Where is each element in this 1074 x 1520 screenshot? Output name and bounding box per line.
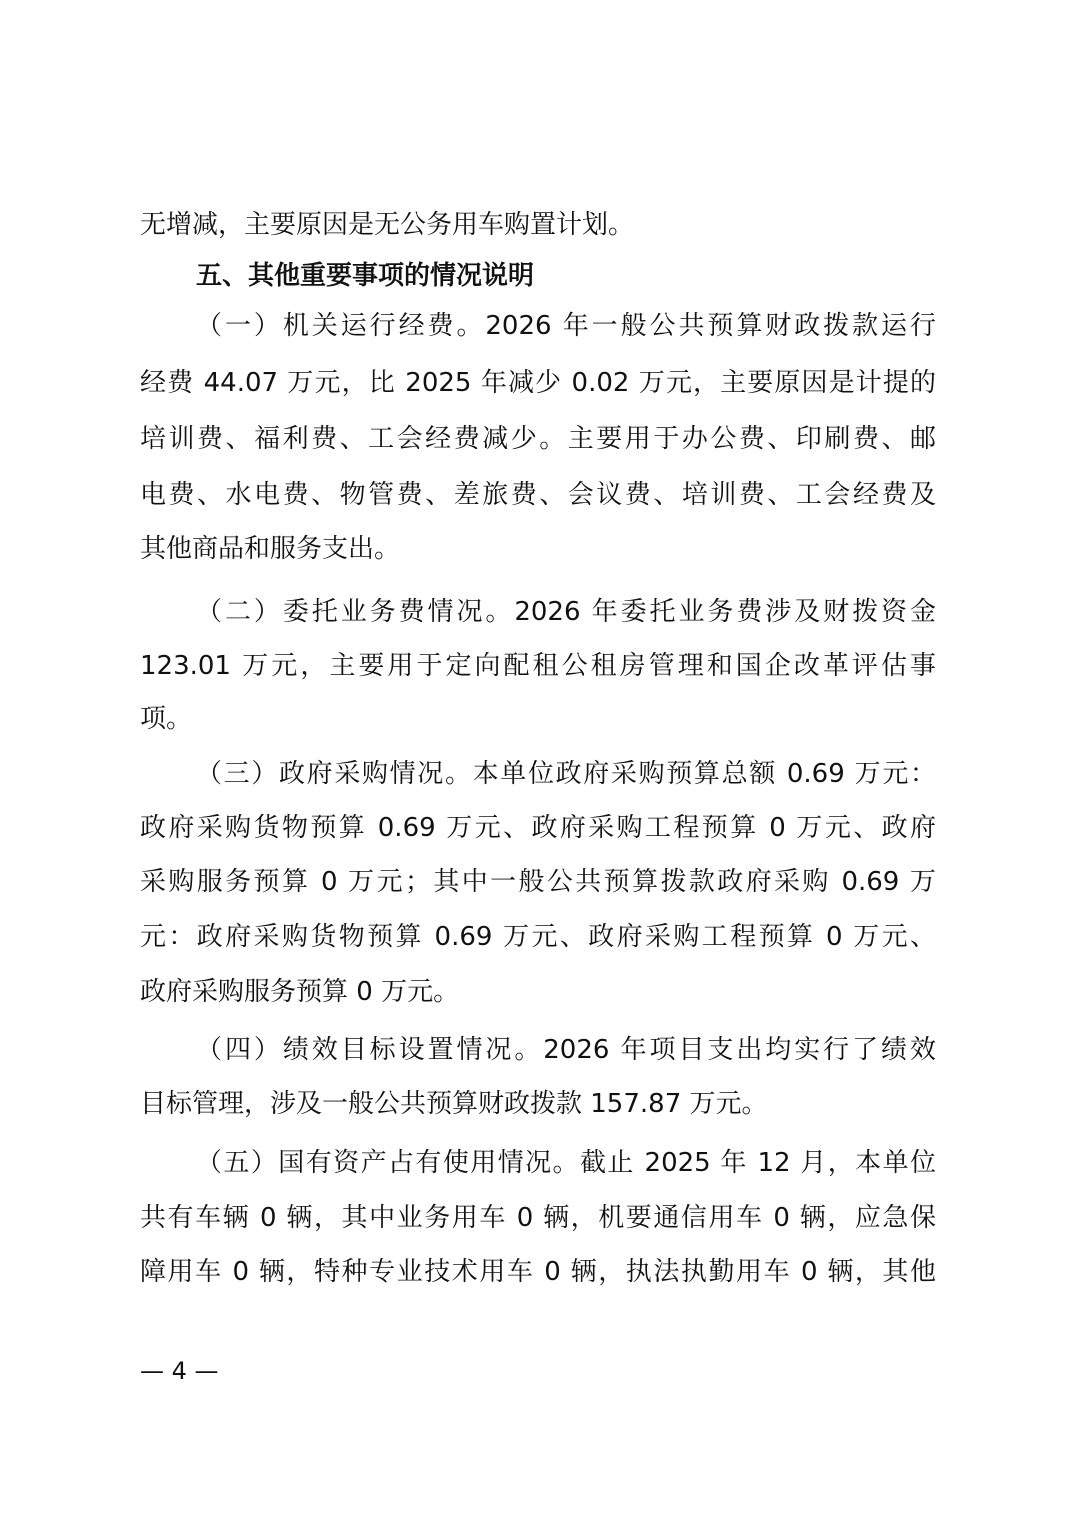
paragraph-5-line: （五）国有资产占有使用情况。截止 2025 年 12 月，本单位 xyxy=(196,1148,936,1178)
paragraph-1-line: 经费 44.07 万元，比 2025 年减少 0.02 万元，主要原因是计提的 xyxy=(140,368,936,398)
paragraph-3-line: （三）政府采购情况。本单位政府采购预算总额 0.69 万元： xyxy=(196,759,936,789)
paragraph-5-line: 共有车辆 0 辆，其中业务用车 0 辆，机要通信用车 0 辆，应急保 xyxy=(140,1203,936,1233)
paragraph-4-line: 目标管理，涉及一般公共预算财政拨款 157.87 万元。 xyxy=(140,1089,768,1119)
paragraph-2-line: 项。 xyxy=(140,704,193,734)
paragraph-2-line: 123.01 万元，主要用于定向配租公租房管理和国企改革评估事 xyxy=(140,651,936,681)
body-text-line: 无增减，主要原因是无公务用车购置计划。 xyxy=(140,210,635,240)
paragraph-4-line: （四）绩效目标设置情况。2026 年项目支出均实行了绩效 xyxy=(196,1035,936,1065)
paragraph-3-line: 政府采购货物预算 0.69 万元、政府采购工程预算 0 万元、政府 xyxy=(140,813,936,843)
paragraph-1-line: 其他商品和服务支出。 xyxy=(140,534,401,564)
page-number: — 4 — xyxy=(140,1357,219,1385)
paragraph-3-line: 政府采购服务预算 0 万元。 xyxy=(140,977,460,1007)
paragraph-1-line: 培训费、福利费、工会经费减少。主要用于办公费、印刷费、邮 xyxy=(140,424,936,454)
paragraph-5-line: 障用车 0 辆，特种专业技术用车 0 辆，执法执勤用车 0 辆，其他 xyxy=(140,1257,936,1287)
paragraph-1-line: （一）机关运行经费。2026 年一般公共预算财政拨款运行 xyxy=(196,311,936,341)
paragraph-2-line: （二）委托业务费情况。2026 年委托业务费涉及财拨资金 xyxy=(196,597,936,627)
paragraph-3-line: 采购服务预算 0 万元；其中一般公共预算拨款政府采购 0.69 万 xyxy=(140,867,936,897)
paragraph-3-line: 元：政府采购货物预算 0.69 万元、政府采购工程预算 0 万元、 xyxy=(140,922,936,952)
section-heading: 五、其他重要事项的情况说明 xyxy=(196,261,535,291)
paragraph-1-line: 电费、水电费、物管费、差旅费、会议费、培训费、工会经费及 xyxy=(140,480,936,510)
